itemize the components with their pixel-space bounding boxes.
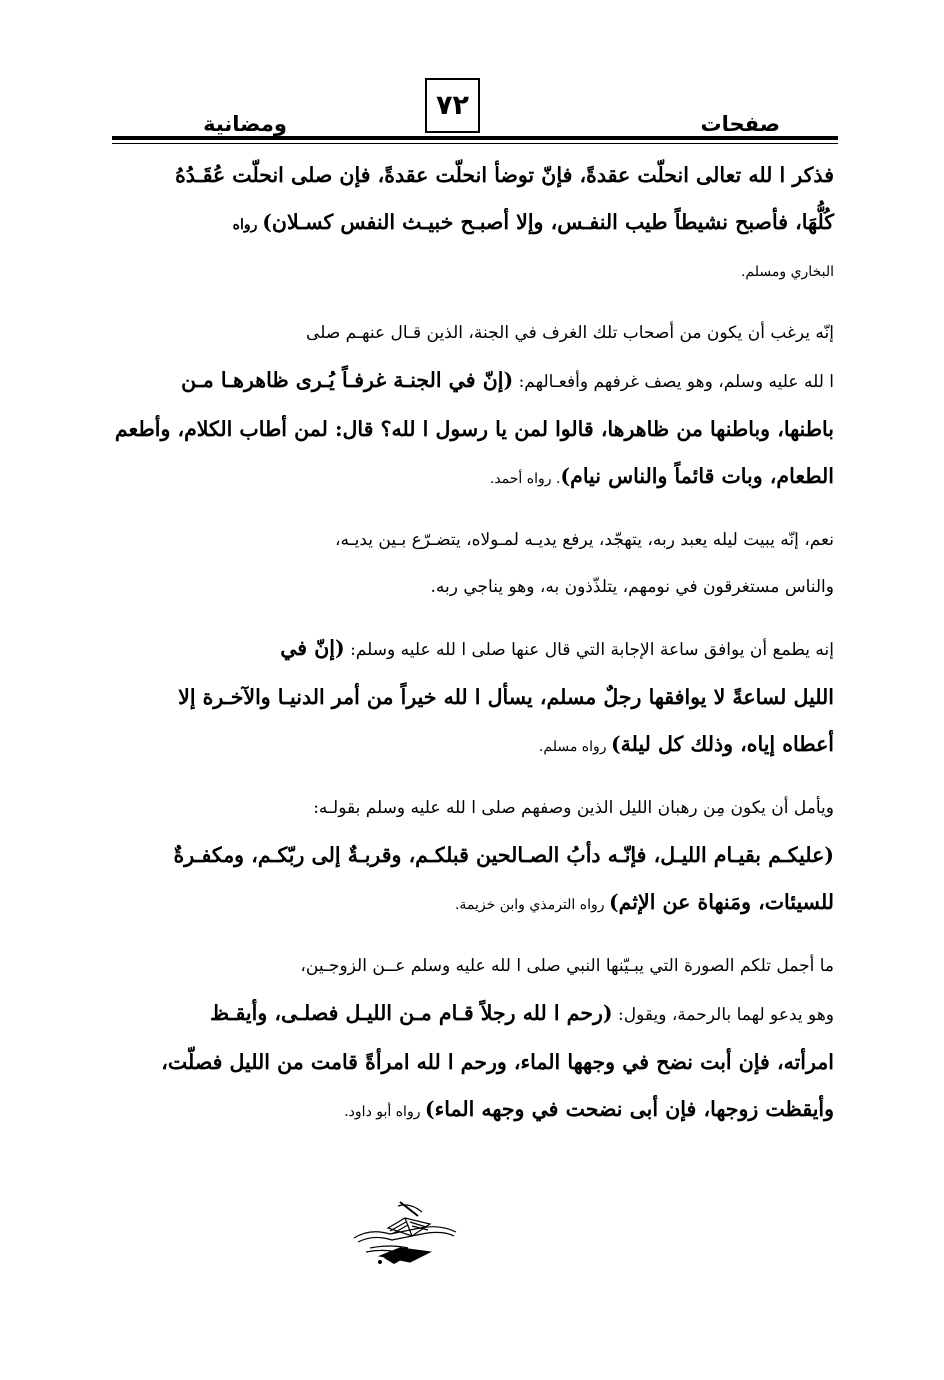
p5-line-1: ويأمل أن يكون مِن رهبان الليل الذين وصفهم صلى ا لله عليه وسلم بقولـه:	[313, 798, 834, 818]
p2-line-4-text: الطعام، وبات قائماً والناس نيام)	[560, 464, 834, 488]
p1-line-2	[82, 199, 834, 249]
p5-line-3-source: رواه الترمذي وابن خزيمة.	[454, 897, 609, 913]
paragraph-1	[82, 152, 834, 296]
p6-line-4-text: وأيقظت زوجها، فإن أبى نضحت في وجهه الماء)	[424, 1097, 834, 1121]
p5-line-2: (عليكـم بقيـام الليـل، فإنّـه دأبُ الصـالحين قبلكـم، وقربـةٌ إلى ربّكـم، ومكفـرةٌ	[173, 843, 834, 867]
p4-line-1-bold: (إنّ في	[280, 636, 345, 660]
p6-line-4	[82, 1086, 834, 1136]
paragraph-4	[82, 625, 834, 771]
p3-line-2: والناس مستغرقون في نومهم، يتلذّذون به، وهو يناجي ربه.	[430, 577, 834, 597]
book-quill-ornament-icon	[350, 1198, 460, 1270]
p4-line-1-normal: إنه يطمع أن يوافق ساعة الإجابة التي قال عنها صلى ا لله عليه وسلم:	[344, 640, 834, 660]
p2-line-4	[82, 453, 834, 503]
paragraph-2	[82, 310, 834, 503]
header-right-title: صفحات	[700, 112, 780, 136]
p2-line-1: إنّه يرغب أن يكون من أصحاب تلك الغرف في الجنة، الذين قـال عنهـم صلى	[306, 323, 834, 343]
paragraph-3	[82, 517, 834, 611]
p6-line-1: ما أجمل تلكم الصورة التي يبـيّنها النبي صلى ا لله عليه وسلم عــن الزوجـين،	[300, 956, 834, 976]
p2-line-2-normal: ا لله عليه وسلم، وهو يصف غرفهم وأفعـالهم:	[513, 372, 834, 392]
p2-line-2	[82, 357, 834, 406]
p2-line-2-bold: (إنّ في الجنـة غرفـاً يُـرى ظاهرهـا مـن	[181, 368, 514, 392]
p6-line-3: امرأته، فإن أبت نضح في وجهها الماء، ورحم ا لله امرأةً قامت من الليل فصلّت،	[161, 1050, 834, 1074]
paragraph-6	[82, 943, 834, 1136]
paragraph-5	[82, 785, 834, 929]
p6-line-2-bold: (رحم ا لله رجلاً قـام مـن الليـل فصلـى، وأيقـظ	[210, 1001, 613, 1025]
p5-line-3	[82, 879, 834, 929]
page-number: ٧٢	[425, 78, 480, 133]
p2-line-3: باطنها، وباطنها من ظاهرها، قالوا لمن يا رسول ا لله؟ قال: لمن أطاب الكلام، وأطعم	[114, 417, 834, 441]
p1-line-2-source: رواه	[232, 217, 263, 233]
p1-line-2-text: كُلُّهَا، فأصبح نشيطاً طيب النفـس، وإلا أصبـح خبيـث النفس كسـلان)	[262, 210, 834, 234]
paragraph-gap	[82, 503, 834, 517]
p6-line-4-source: رواه أبو داود.	[344, 1104, 425, 1120]
p1-line-1: فذكر ا لله تعالى انحلّت عقدةً، فإنّ توضأ انحلّت عقدةً، فإن صلى انحلّت عُقَـدُهُ	[175, 163, 834, 187]
p5-line-3-text: للسيئات، ومَنهاة عن الإثم)	[608, 890, 834, 914]
p4-line-3-text: أعطاه إياه، وذلك كل ليلة)	[610, 732, 834, 756]
p4-line-3-source: رواه مسلم.	[538, 739, 611, 755]
p6-line-2	[82, 990, 834, 1039]
p1-line-3: البخاري ومسلم.	[740, 264, 834, 280]
body-text	[82, 152, 834, 1136]
header-left-title: ومضانية	[203, 112, 287, 136]
p2-line-4-source: . رواه أحمد.	[489, 471, 561, 487]
header-rule-thick	[112, 136, 838, 140]
p4-line-3	[82, 721, 834, 771]
paragraph-gap	[82, 929, 834, 943]
paragraph-gap	[82, 611, 834, 625]
p6-line-2-normal: وهو يدعو لهما بالرحمة، ويقول:	[612, 1005, 834, 1025]
header-rule-thin	[112, 143, 838, 144]
paragraph-gap	[82, 771, 834, 785]
p3-line-1: نعم، إنّه يبيت ليله يعبد ربه، يتهجّد، يرفع يديـه لمـولاه، يتضـرّع بـين يديـه،	[335, 530, 834, 550]
p4-line-1	[82, 625, 834, 674]
p4-line-2: الليل لساعةً لا يوافقها رجلٌ مسلم، يسأل ا لله خيراً من أمر الدنيـا والآخـرة إلا	[178, 685, 834, 709]
paragraph-gap	[82, 296, 834, 310]
